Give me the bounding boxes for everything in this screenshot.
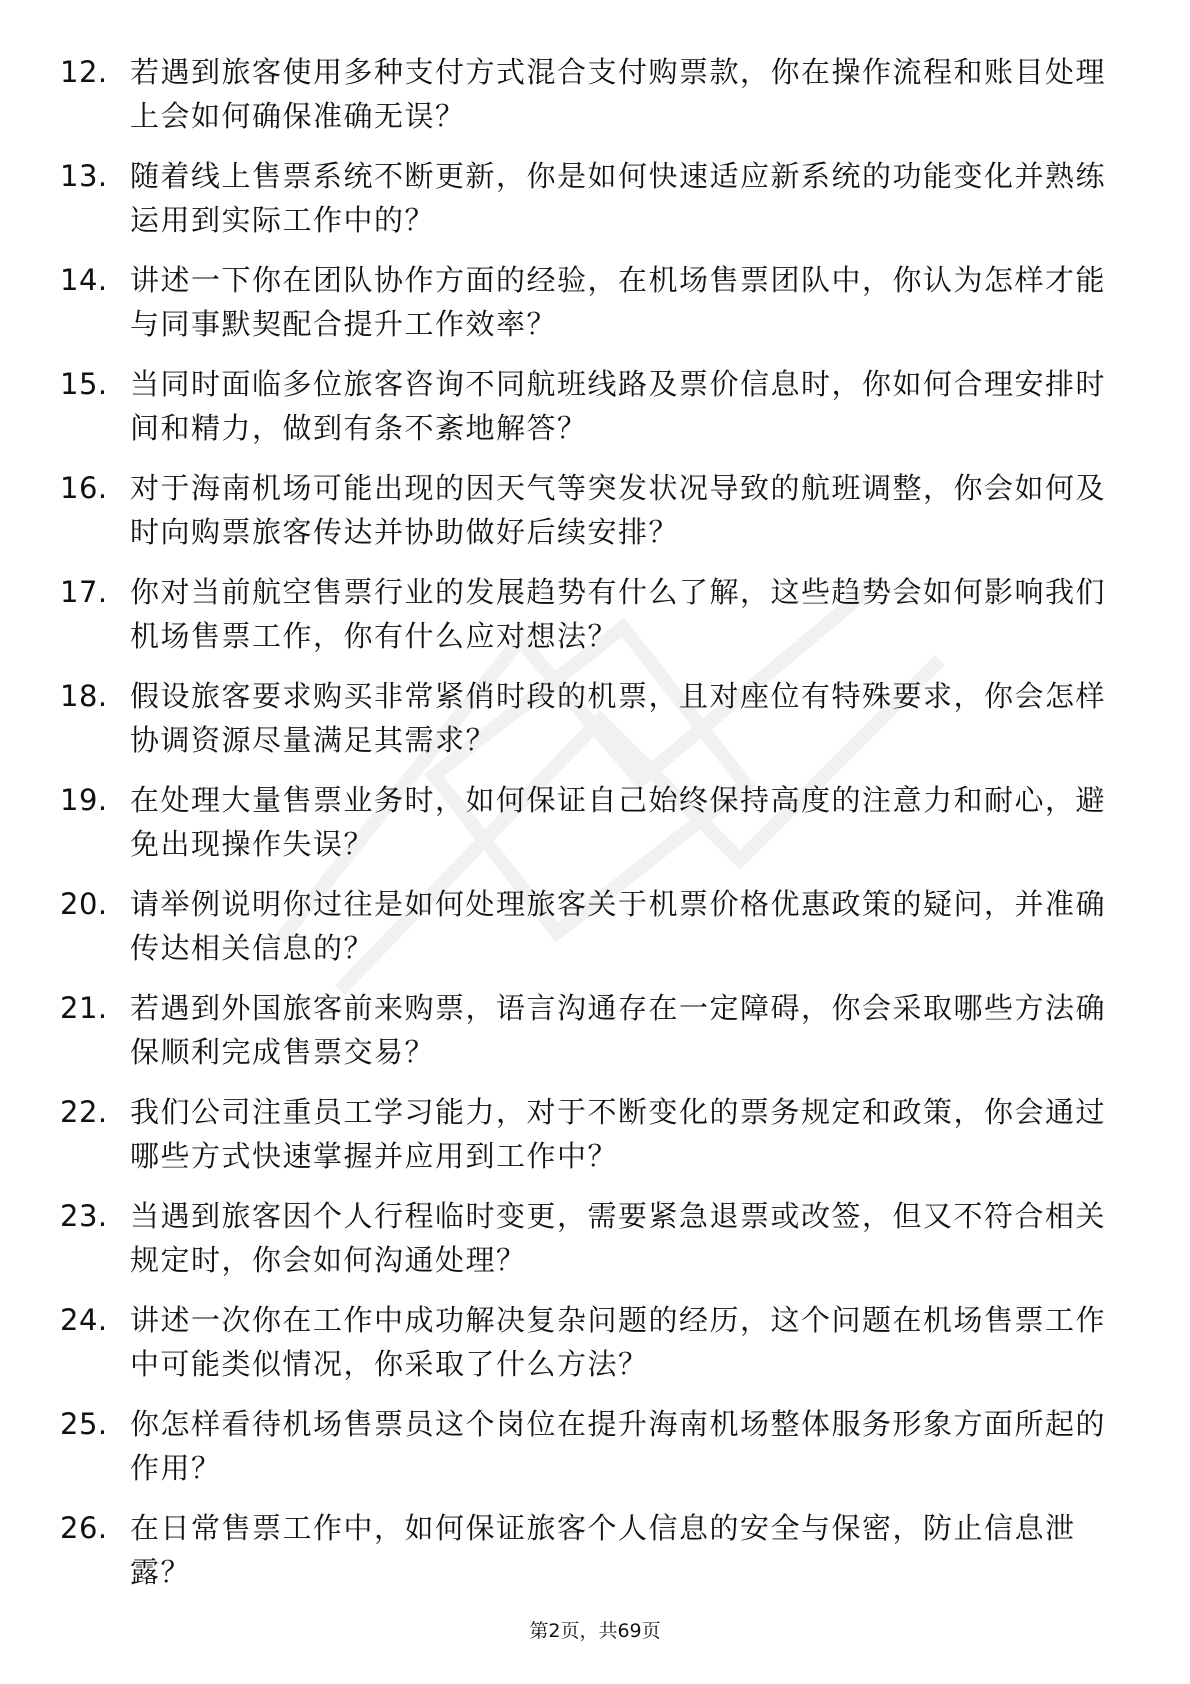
question-number: 23.: [60, 1199, 108, 1233]
question-number: 20.: [60, 887, 108, 921]
question-item: [58, 570, 1128, 674]
question-list: [58, 50, 1128, 1610]
question-item: [58, 1298, 1128, 1402]
question-item: [58, 882, 1128, 986]
question-item: [58, 50, 1128, 154]
question-text: 在处理大量售票业务时，如何保证自己始终保持高度的注意力和耐心，避免出现操作失误？: [130, 783, 1107, 861]
question-item: [58, 674, 1128, 778]
question-item: [58, 362, 1128, 466]
question-text: 当遇到旅客因个人行程临时变更，需要紧急退票或改签，但又不符合相关规定时，你会如何沟通处理？: [130, 1199, 1107, 1277]
question-text: 随着线上售票系统不断更新，你是如何快速适应新系统的功能变化并熟练运用到实际工作中的？: [130, 159, 1107, 237]
question-item: [58, 986, 1128, 1090]
question-item: [58, 154, 1128, 258]
question-text: 你对当前航空售票行业的发展趋势有什么了解，这些趋势会如何影响我们机场售票工作，你有什么应对想法？: [130, 575, 1107, 653]
question-number: 12.: [60, 55, 108, 89]
question-item: [58, 1402, 1128, 1506]
question-number: 22.: [60, 1095, 108, 1129]
question-number: 14.: [60, 263, 108, 297]
question-text: 当同时面临多位旅客咨询不同航班线路及票价信息时，你如何合理安排时间和精力，做到有条不紊地解答？: [130, 367, 1107, 445]
question-number: 25.: [60, 1407, 108, 1441]
question-item: [58, 258, 1128, 362]
question-text: 若遇到外国旅客前来购票，语言沟通存在一定障碍，你会采取哪些方法确保顺利完成售票交易？: [130, 991, 1107, 1069]
question-item: [58, 466, 1128, 570]
question-text: 假设旅客要求购买非常紧俏时段的机票，且对座位有特殊要求，你会怎样协调资源尽量满足其需求？: [130, 679, 1107, 757]
question-text: 在日常售票工作中，如何保证旅客个人信息的安全与保密，防止信息泄露？: [130, 1511, 1076, 1589]
page-footer: 第2页，共69页: [529, 1620, 661, 1642]
question-text: 若遇到旅客使用多种支付方式混合支付购票款，你在操作流程和账目处理上会如何确保准确无误？: [130, 55, 1107, 133]
question-item: [58, 778, 1128, 882]
question-text: 对于海南机场可能出现的因天气等突发状况导致的航班调整，你会如何及时向购票旅客传达并协助做好后续安排？: [130, 471, 1107, 549]
question-number: 15.: [60, 367, 108, 401]
question-text: 你怎样看待机场售票员这个岗位在提升海南机场整体服务形象方面所起的作用？: [130, 1407, 1107, 1485]
question-number: 21.: [60, 991, 108, 1025]
question-number: 26.: [60, 1511, 108, 1545]
question-item: [58, 1090, 1128, 1194]
question-number: 16.: [60, 471, 108, 505]
question-text: 讲述一次你在工作中成功解决复杂问题的经历，这个问题在机场售票工作中可能类似情况，你采取了什么方法？: [130, 1303, 1107, 1381]
question-number: 13.: [60, 159, 108, 193]
question-text: 我们公司注重员工学习能力，对于不断变化的票务规定和政策，你会通过哪些方式快速掌握并应用到工作中？: [130, 1095, 1107, 1173]
question-text: 请举例说明你过往是如何处理旅客关于机票价格优惠政策的疑问，并准确传达相关信息的？: [130, 887, 1107, 965]
question-item: [58, 1506, 1128, 1610]
question-number: 24.: [60, 1303, 108, 1337]
question-number: 17.: [60, 575, 108, 609]
question-number: 19.: [60, 783, 108, 817]
question-number: 18.: [60, 679, 108, 713]
question-text: 讲述一下你在团队协作方面的经验，在机场售票团队中，你认为怎样才能与同事默契配合提升工作效率？: [130, 263, 1107, 341]
question-item: [58, 1194, 1128, 1298]
